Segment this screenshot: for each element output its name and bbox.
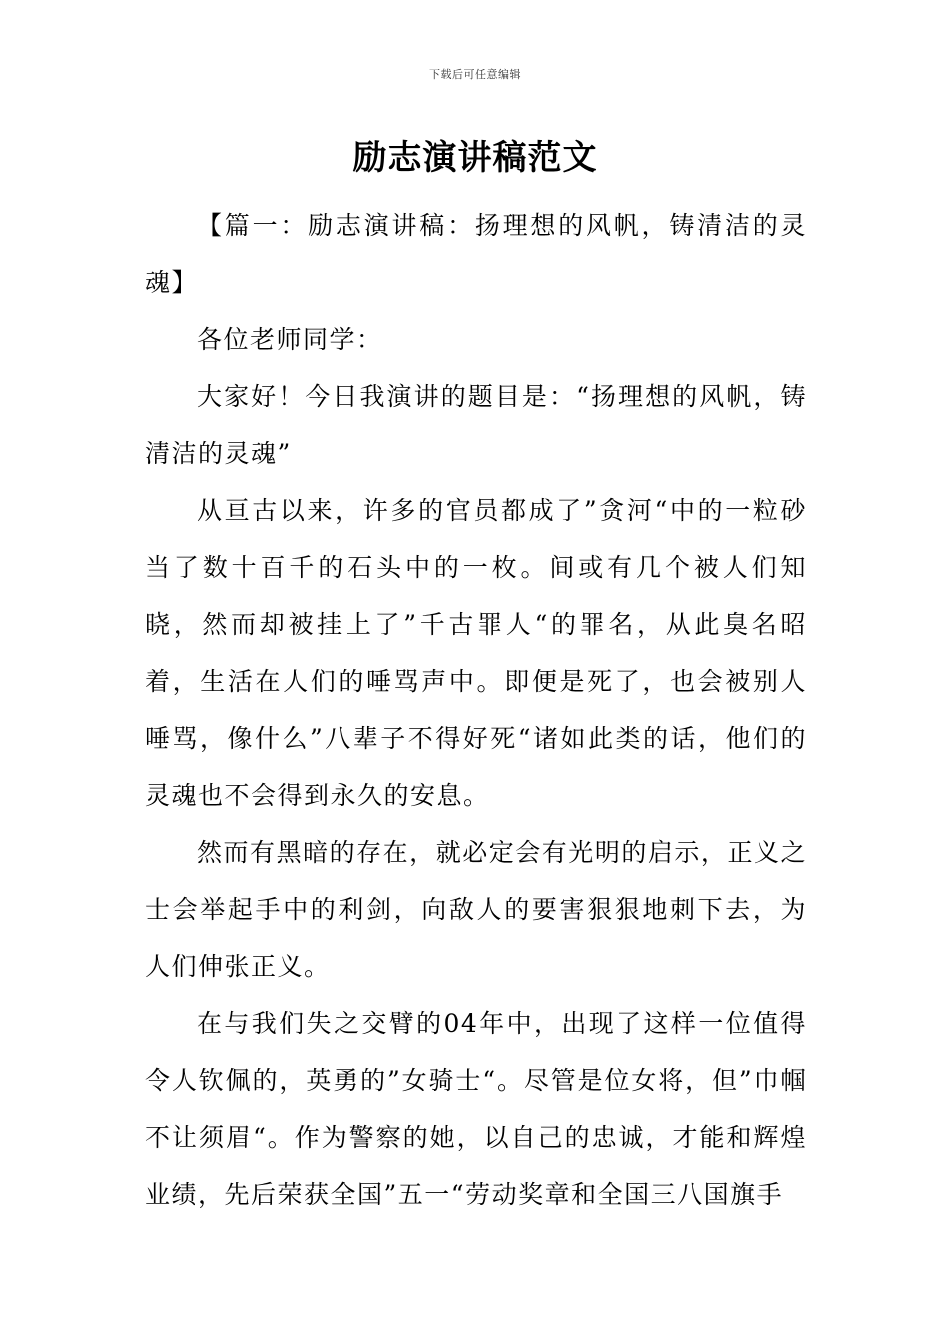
document-body	[145, 197, 807, 1223]
paragraph-body: 从亘古以来，许多的官员都成了”贪河“中的一粒砂当了数十百千的石头中的一枚。间或有几个被人们知晓，然而却被挂上了”千古罪人“的罪名，从此臭名昭着，生活在人们的唾骂声中。即便是死了，也会被别人唾骂，像什么”八辈子不得好死“诸如此类的话，他们的灵魂也不会得到永久的安息。	[145, 496, 807, 810]
paragraph-body: 在与我们失之交臂的04年中，出现了这样一位值得令人钦佩的，英勇的”女骑士“。尽管是位女将，但”巾帼不让须眉“。作为警察的她，以自己的忠诚，才能和辉煌业绩，先后荣获全国”五一“劳动奖章和全国三八国旗手	[145, 1009, 807, 1209]
paragraph-intro: 大家好！今日我演讲的题目是：“扬理想的风帆，铸清洁的灵魂”	[145, 382, 807, 468]
paragraph-body: 然而有黑暗的存在，就必定会有光明的启示，正义之士会举起手中的利剑，向敌人的要害狠狠地刺下去，为人们伸张正义。	[145, 838, 807, 981]
paragraph-heading: 【篇一：励志演讲稿：扬理想的风帆，铸清洁的灵魂】	[145, 211, 807, 297]
paragraph-greeting: 各位老师同学：	[197, 325, 383, 354]
header-note: 下载后可任意编辑	[429, 68, 521, 81]
document-title: 励志演讲稿范文	[352, 138, 598, 178]
